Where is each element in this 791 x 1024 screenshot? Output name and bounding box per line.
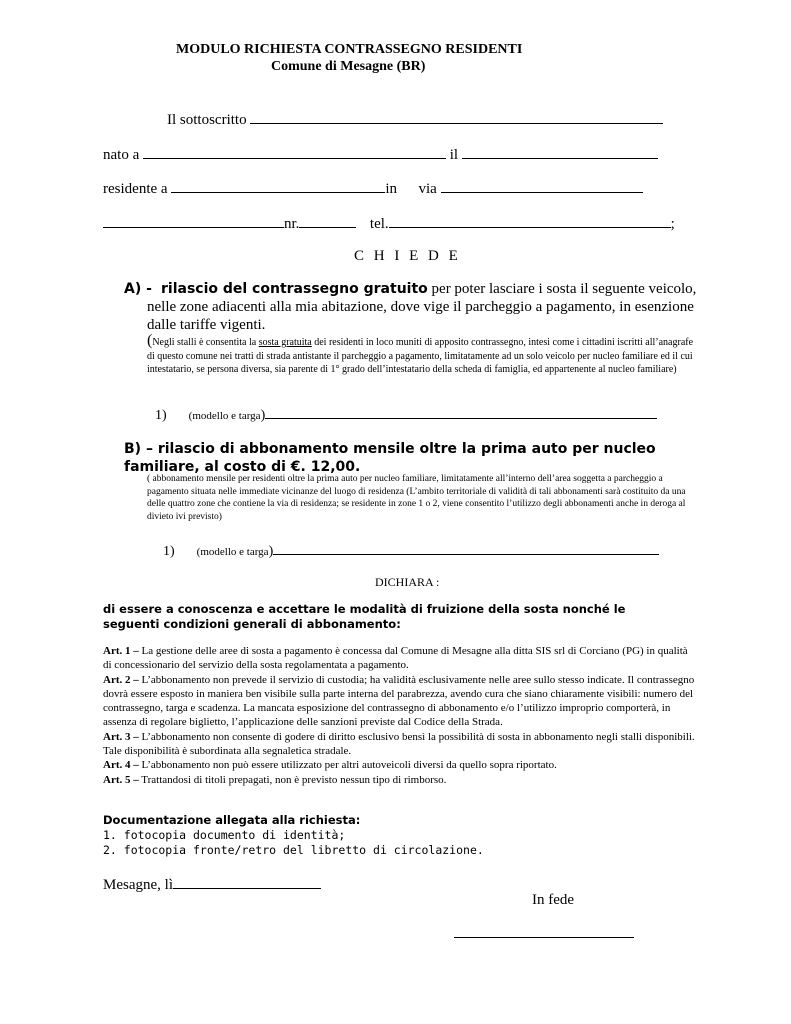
in-label: in (385, 181, 397, 197)
place-date-row (103, 875, 321, 894)
section-b-title: B) – rilascio di abbonamento mensile oltre la prima auto per nucleo familiare, al costo di €. 12,00. (124, 441, 656, 475)
form-title: MODULO RICHIESTA CONTRASSEGNO RESIDENTI (176, 42, 523, 57)
article-3-text: L’abbonamento non consente di godere di diritto esclusivo bensì la possibilità di sosta in abbonamento negli stalli disponibili. Tale disponibilità è subordinata alla segnaletica stradale. (103, 730, 695, 758)
section-a-item-paren: ) (260, 408, 266, 423)
article-4 (103, 758, 695, 772)
article-3 (103, 730, 695, 759)
section-b-item-label: (modello e targa (196, 546, 269, 558)
nato-field[interactable] (143, 145, 446, 159)
section-b-note: ( abbonamento mensile per residenti oltre la prima auto per nucleo familiare, limitatamente all’interno dell’area soggetta a parcheggio a pagamento situata nelle immediate vicinanze del luogo di residenza (L’ambito territoriale di validità di tali abbonamenti sarà costituito da una delle quattro zone che contiene la via di residenza; se residente in zone 1 o 2, viene consentito l’utilizzo degli abbonamenti anche in deroga al divieto ivi previsto) (147, 474, 686, 522)
section-a-item (155, 405, 657, 424)
tel-end: ; (670, 216, 675, 232)
section-b-item-number: 1) (163, 544, 175, 559)
article-3-label: Art. 3 – (103, 730, 139, 743)
article-5-label: Art. 5 – (103, 773, 139, 786)
residente-field[interactable] (171, 179, 385, 193)
section-a-description: per poter lasciare i sosta il seguente veicolo, nelle zone adiacenti alla mia abitazione, dove vige il parcheggio a pagamento, in esenzione dalle tariffe vigenti. (147, 281, 697, 333)
residente-label: residente a (103, 181, 168, 197)
tel-field[interactable] (389, 214, 671, 228)
section-a-note-post: dei residenti in loco muniti di apposito contrassegno, intesi come i cittadini iscritti all’anagrafe di questo comune nei tratti di strada antistante il parcheggio a pagamento, limitatamente ad un solo veicolo per nucleo familiare ed il cui intestatario, se persona diversa, sia parente di 1° grado dell’intestatario della scheda di famiglia, ed appartenente al nucleo familiare) (147, 337, 694, 375)
documents-list (103, 828, 484, 858)
section-a-title: rilascio del contrassegno gratuito (161, 281, 428, 297)
conditions-heading: di essere a conoscenza e accettare le modalità di fruizione della sosta nonché le seguenti condizioni generali di abbonamento: (103, 602, 626, 631)
nr-label: nr. (284, 216, 300, 232)
article-4-label: Art. 4 – (103, 759, 139, 772)
article-1-label: Art. 1 – (103, 645, 139, 657)
section-a-text (147, 280, 707, 334)
sottoscritto-label: Il sottoscritto (167, 112, 247, 128)
article-2-label: Art. 2 – (103, 673, 139, 686)
nr-tel-row (103, 214, 675, 233)
article-4-text: L’abbonamento non può essere utilizzato per altri autoveicoli diversi da quello sopra riportato. (138, 759, 557, 772)
article-1-text: La gestione delle aree di sosta a pagamento è concessa dal Comune di Mesagne alla ditta SIS srl di Corciano (PG) in qualità di concessionario del servizio della sosta regolamentata a pagamento. (103, 645, 688, 672)
document-item-2: 2. fotocopia fronte/retro del libretto di circolazione. (103, 843, 484, 857)
chiede-heading: C H I E D E (354, 248, 461, 264)
via-label: via (418, 181, 437, 197)
section-a-note-paren: ( (147, 332, 153, 349)
signature-line[interactable] (454, 937, 634, 938)
vehicle-b-field[interactable] (273, 541, 659, 555)
sottoscritto-field[interactable] (250, 110, 663, 124)
form-subtitle: Comune di Mesagne (BR) (271, 59, 426, 74)
vehicle-a-field[interactable] (265, 405, 657, 419)
birth-date-field[interactable] (462, 145, 658, 159)
nato-row (103, 145, 658, 164)
article-2 (103, 673, 695, 730)
street-field[interactable] (103, 214, 284, 228)
il-label: il (449, 147, 459, 163)
article-5 (103, 773, 695, 787)
section-a-note (147, 334, 695, 377)
residente-row (103, 179, 643, 198)
in-fede-label: In fede (532, 892, 575, 908)
section-a-note-underlined: sosta gratuita (258, 337, 312, 348)
section-a-item-number: 1) (155, 408, 167, 423)
section-a-note-pre: Negli stalli è consentita la (152, 337, 259, 348)
article-1 (103, 644, 695, 673)
section-b-item-paren: ) (268, 544, 274, 559)
article-2-text: L’abbonamento non prevede il servizio di custodia; ha validità esclusivamente nelle aree sullo stesso indicate. Il contrassegno dovrà essere esposto in maniera ben visibile sulla parte interna del parabrezza, avendo cura che siano chiaramente visibili: numero del contrassegno, targa e scadenza. La mancata esposizione del contrassegno di abbonamento e/o l’utilizzo improprio comporterà, in assenza di regolare biglietto, l’applicazione delle sanzioni previste dal Codice della Strada. (103, 673, 695, 729)
date-field[interactable] (173, 875, 321, 889)
document-item-1: 1. fotocopia documento di identità; (103, 828, 346, 842)
dichiara-heading: DICHIARA : (375, 575, 440, 589)
section-a-letter: A) - (124, 281, 152, 297)
section-a-item-label: (modello e targa (188, 410, 261, 422)
article-5-text: Trattandosi di titoli prepagati, non è previsto nessun tipo di rimborso. (138, 773, 447, 786)
articles-block (103, 644, 695, 787)
documents-heading: Documentazione allegata alla richiesta: (103, 813, 361, 827)
tel-label: tel. (369, 216, 389, 232)
section-b-item (163, 541, 659, 560)
via-field[interactable] (441, 179, 643, 193)
nr-field[interactable] (299, 214, 356, 228)
nato-label: nato a (103, 147, 140, 163)
sottoscritto-row (167, 110, 663, 129)
place-date-label: Mesagne, lì (103, 877, 173, 893)
